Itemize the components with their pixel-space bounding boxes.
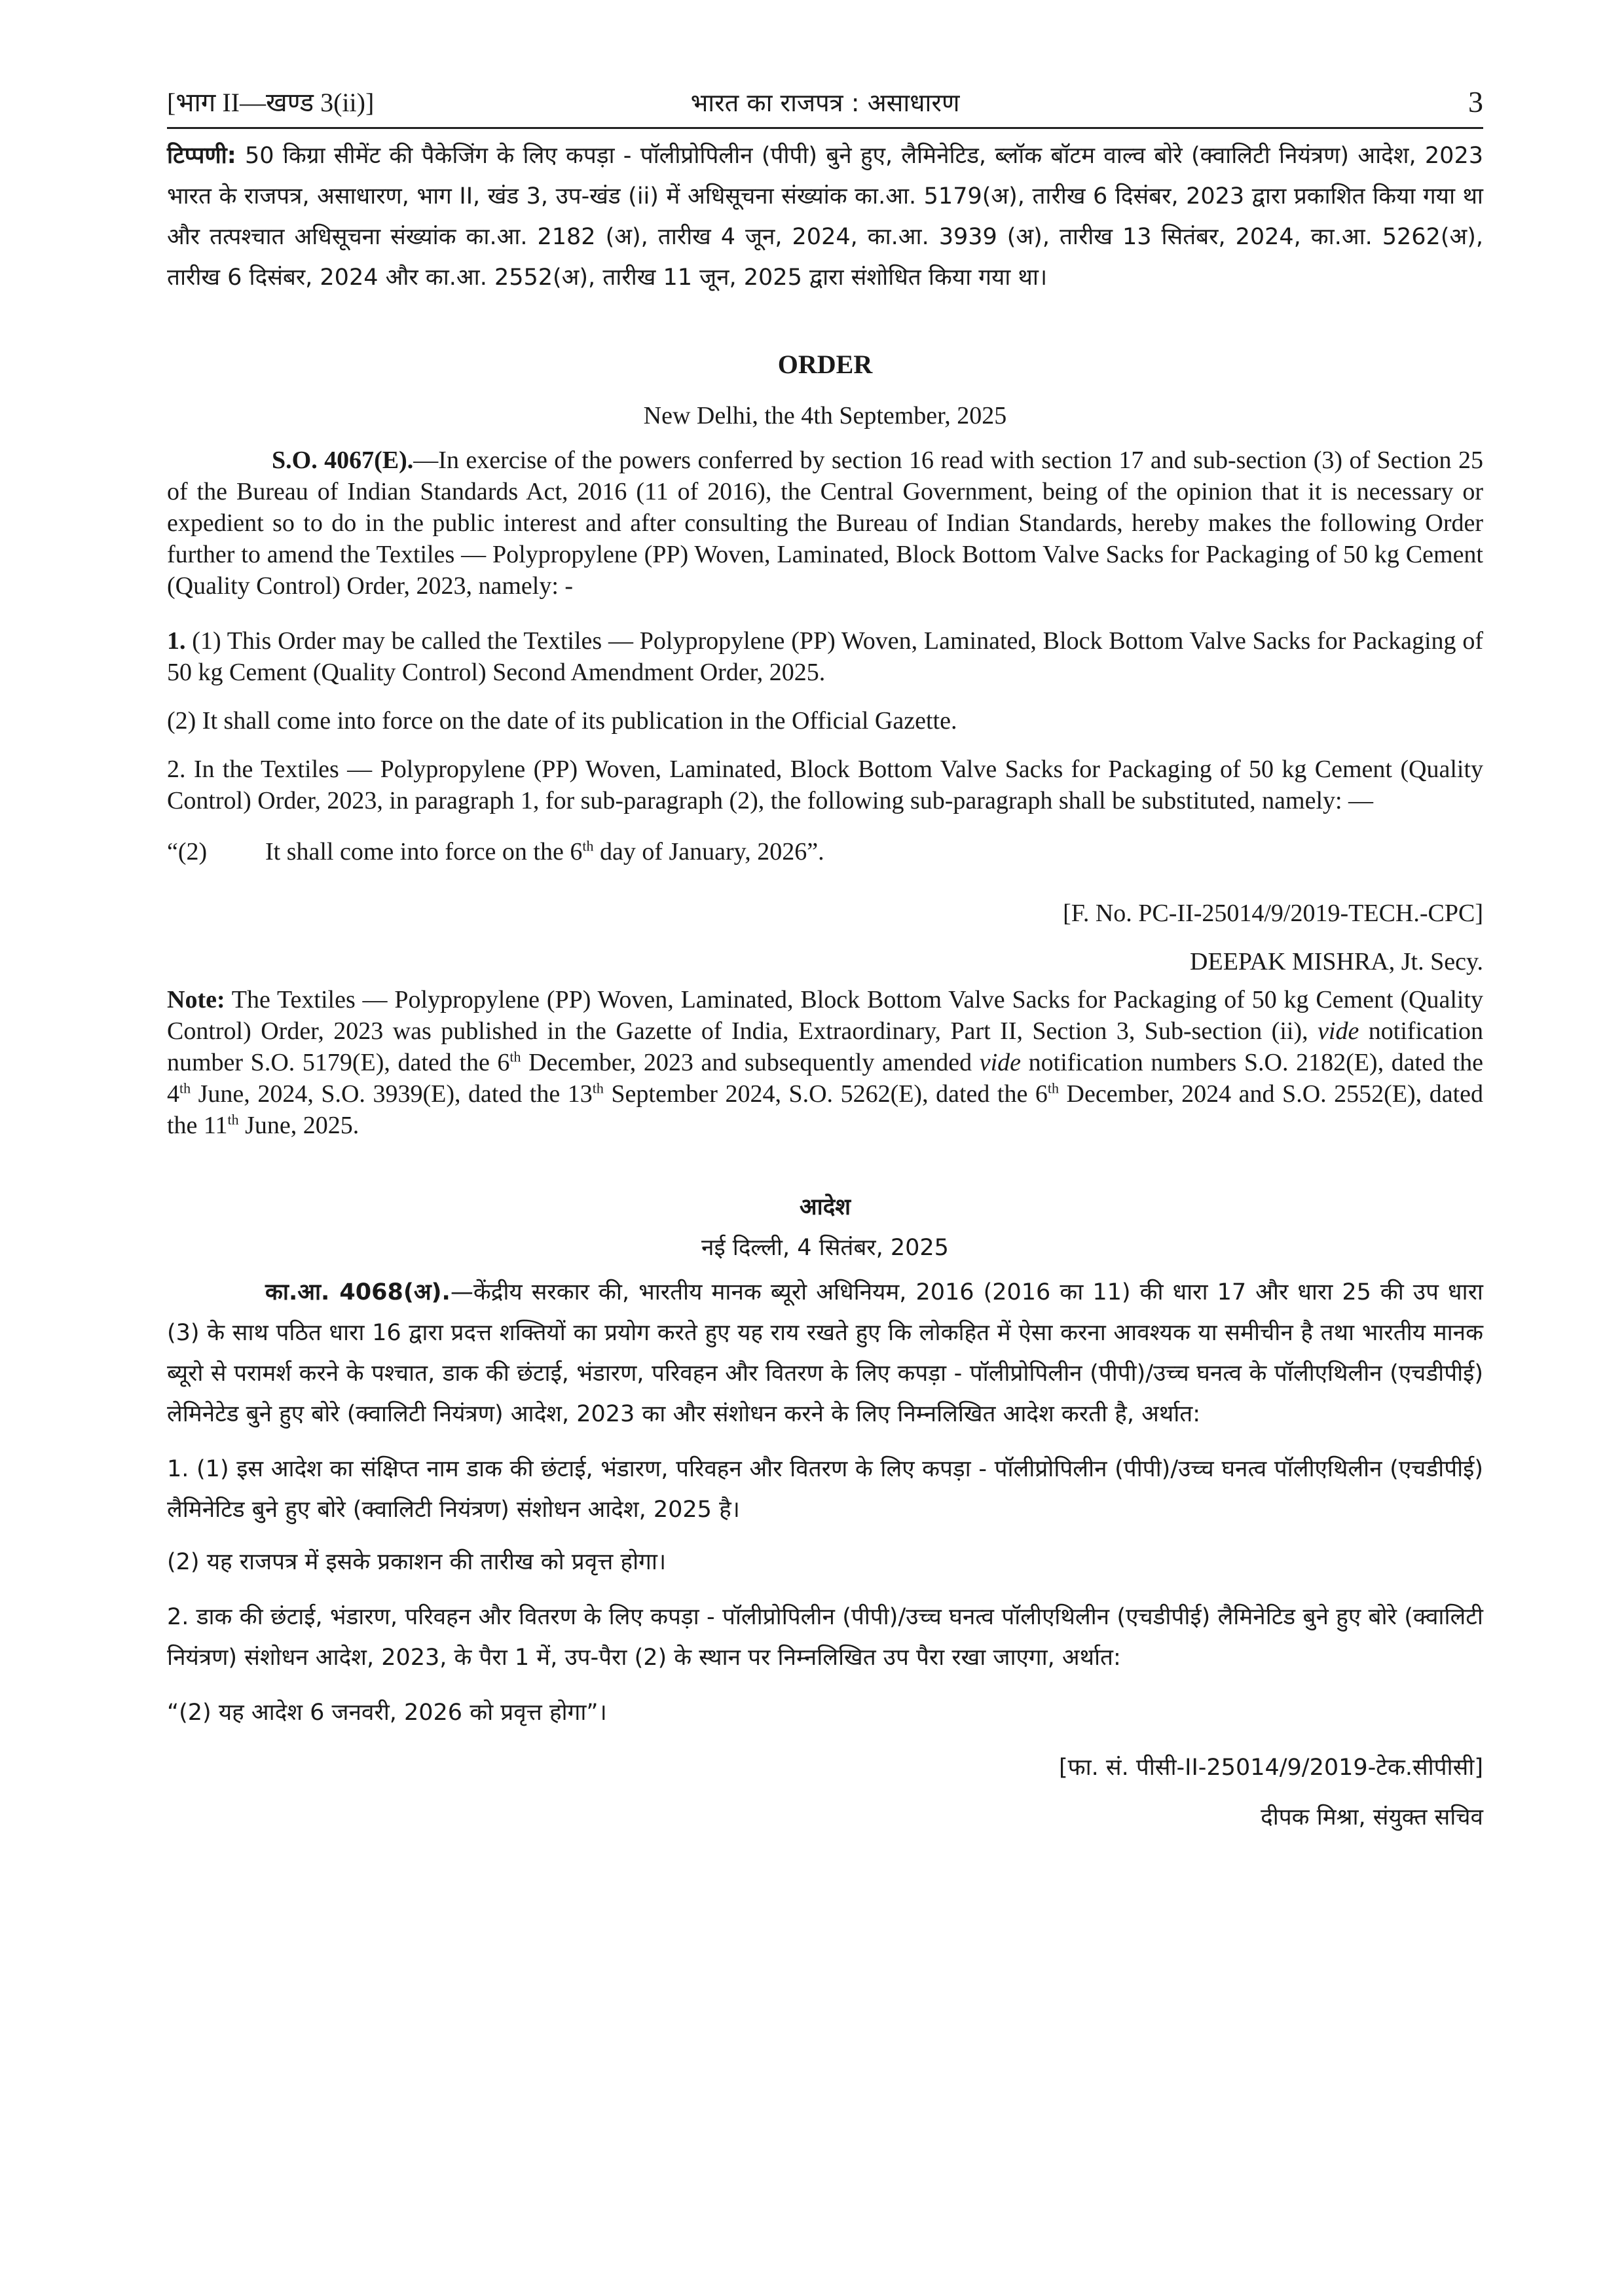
hindi-note-text: 50 किग्रा सीमेंट की पैकेजिंग के लिए कपड़ा - पॉलीप्रोपिलीन (पीपी) बुने हुए, लैमिनेटिड, ब्लॉक बॉटम वाल्व बोरे (क्वालिटी नियंत्रण) आदेश, 2023 भारत के राजपत्र, असाधारण, भाग II, खंड 3, उप-खंड (ii) में अधिसूचना संख्यांक का.आ. 5179(अ), तारीख 6 दिसंबर, 2023 द्वारा प्रकाशित किया गया था और तत्पश्चात अधिसूचना संख्यांक का.आ. 2182 (अ), तारीख 4 जून, 2024, का.आ. 3939 (अ), तारीख 13 सितंबर, 2024, का.आ. 5262(अ), तारीख 6 दिसंबर, 2024 और का.आ. 2552(अ), तारीख 11 जून, 2025 द्वारा संशोधित किया गया था। (167, 143, 1483, 291)
preamble-text: —In exercise of the powers conferred by section 16 read with section 17 and sub-section (3) of Section 25 of the Bureau of Indian Standards Act, 2016 (11 of 2016), the Central Government, being of the opinion that it is necessary or expedient so to do in the public interest and after consulting the Bureau of Indian Standards, hereby makes the following Order further to amend the Textiles — Polypropylene (PP) Woven, Laminated, Block Bottom Valve Sacks for Packaging of 50 kg Cement (Quality Control) Order, 2023, namely: - (167, 446, 1483, 600)
note-vide: vide (1318, 1017, 1359, 1045)
para-1-text: (1) This Order may be called the Textiles — Polypropylene (PP) Woven, Laminated, Block Bottom Valve Sacks for Packaging of 50 kg Cement (Quality Control) Second Amendment Order, 2025. (167, 627, 1483, 686)
note-sup: th (1047, 1080, 1059, 1097)
so-number: S.O. 4067(E). (272, 446, 414, 474)
note-sup: th (179, 1080, 191, 1097)
page-header (167, 79, 1483, 119)
order-para-1-2: (2) It shall come into force on the date of its publication in the Official Gazette. (167, 707, 957, 735)
hindi-order-para-1: 1. (1) इस आदेश का संक्षिप्त नाम डाक की छंटाई, भंडारण, परिवहन और वितरण के लिए कपड़ा - पॉलीप्रोपिलीन (पीपी)/उच्च घनत्व पॉलीएथिलीन (एचडीपीई) लैमिनेटिड बुने हुए बोरे (क्वालिटी नियंत्रण) संशोधन आदेश, 2025 है। (167, 1456, 1483, 1523)
signatory: DEEPAK MISHRA, Jt. Secy. (1190, 948, 1483, 975)
quote-number: “(2) (167, 838, 208, 866)
hindi-preamble-text: —केंद्रीय सरकार की, भारतीय मानक ब्यूरो अधिनियम, 2016 (2016 का 11) की धारा 17 और धारा 25 की उप धारा (3) के साथ पठित धारा 16 द्वारा प्रदत्त शक्तियों का प्रयोग करते हुए यह राय रखते हुए कि लोकहित में ऐसा करना आवश्यक या समीचीन है तथा भारतीय मानक ब्यूरो से परामर्श करने के पश्चात, डाक की छंटाई, भंडारण, परिवहन और वितरण के लिए कपड़ा - पॉलीप्रोपिलीन (पीपी)/उच्च घनत्व के पॉलीएथिलीन (एचडीपीई) लेमिनेटेड बुने हुए बोरे (क्वालिटी नियंत्रण) आदेश, 2023 का और संशोधन करने के लिए निम्नलिखित आदेश करती है, अर्थात: (167, 1279, 1483, 1427)
hindi-order-quote: “(2) यह आदेश 6 जनवरी, 2026 को प्रवृत्त होगा”। (167, 1700, 607, 1726)
quote-text-a: It shall come into force on the 6 (265, 838, 583, 866)
order-para-1 (167, 625, 1483, 688)
hindi-note-label: टिप्पणी: (167, 143, 236, 169)
hindi-so-number: का.आ. 4068(अ). (265, 1279, 451, 1305)
note-text: The Textiles — Polypropylene (PP) Woven, Laminated, Block Bottom Valve Sacks for Packaging of 50 kg Cement (Quality Control) Order, 2023 was published in the Gazette of India, Extraordinary, Part II, Section 3, Sub-section (ii), (167, 986, 1483, 1045)
note-label: Note: (167, 986, 225, 1013)
note-text: notification number S.O. 5179(E), dated the 6 (167, 1017, 1483, 1076)
note-text: December, 2023 and subsequently amended (521, 1049, 980, 1076)
header-gazette-title: भारत का राजपत्र : असाधारण (690, 88, 960, 117)
para-1-number: 1. (167, 627, 186, 655)
order-para-2: 2. In the Textiles — Polypropylene (PP) Woven, Laminated, Block Bottom Valve Sacks for Packaging of 50 kg Cement (Quality Control) Order, 2023, in paragraph 1, for sub-paragraph (2), the following sub-paragraph shall be substituted, namely: — (167, 756, 1483, 814)
order-dateline: New Delhi, the 4th September, 2025 (643, 402, 1007, 429)
note-text: notification numbers S.O. 2182(E), dated the 4 (167, 1049, 1484, 1108)
note-text: September 2024, S.O. 5262(E), dated the 6 (603, 1080, 1048, 1108)
hindi-order-para-1-2: (2) यह राजपत्र में इसके प्रकाशन की तारीख को प्रवृत्त होगा। (167, 1549, 667, 1575)
hindi-note (167, 136, 1483, 298)
order-title: ORDER (777, 350, 873, 379)
note-text: June, 2024, S.O. 3939(E), dated the 13 (191, 1080, 593, 1108)
order-note (167, 984, 1483, 1141)
header-part-section: [भाग II—खण्ड 3(ii)] (167, 88, 375, 117)
note-sup: th (509, 1048, 521, 1065)
hindi-order-dateline: नई दिल्ली, 4 सितंबर, 2025 (701, 1235, 949, 1261)
note-vide: vide (979, 1049, 1022, 1076)
hindi-file-number: [फा. सं. पीसी-II-25014/9/2019-टेक.सीपीसी] (1058, 1755, 1483, 1781)
hindi-order-preamble (167, 1272, 1483, 1434)
note-text: December, 2024 and S.O. 2552(E), dated the 11 (167, 1080, 1483, 1139)
file-number: [F. No. PC-II-25014/9/2019-TECH.-CPC] (1063, 900, 1483, 927)
note-sup: th (227, 1111, 239, 1128)
order-quote (167, 836, 1483, 867)
hindi-order-title: आदेश (799, 1194, 851, 1220)
note-sup: th (592, 1080, 604, 1097)
header-rule (167, 127, 1483, 129)
quote-sup: th (582, 837, 594, 854)
page-number: 3 (1468, 85, 1483, 118)
note-text: June, 2025. (238, 1112, 360, 1139)
hindi-signatory: दीपक मिश्रा, संयुक्त सचिव (1261, 1804, 1483, 1831)
hindi-order-para-2: 2. डाक की छंटाई, भंडारण, परिवहन और वितरण के लिए कपड़ा - पॉलीप्रोपिलीन (पीपी)/उच्च घनत्व पॉलीएथिलीन (एचडीपीई) लैमिनेटिड बुने हुए बोरे (क्वालिटी नियंत्रण) संशोधन आदेश, 2023, के पैरा 1 में, उप-पैरा (2) के स्थान पर निम्नलिखित उप पैरा रखा जाएगा, अर्थात: (167, 1604, 1483, 1671)
gazette-page (167, 79, 1483, 1838)
quote-text-b: day of January, 2026”. (593, 838, 824, 866)
order-preamble (167, 445, 1483, 602)
